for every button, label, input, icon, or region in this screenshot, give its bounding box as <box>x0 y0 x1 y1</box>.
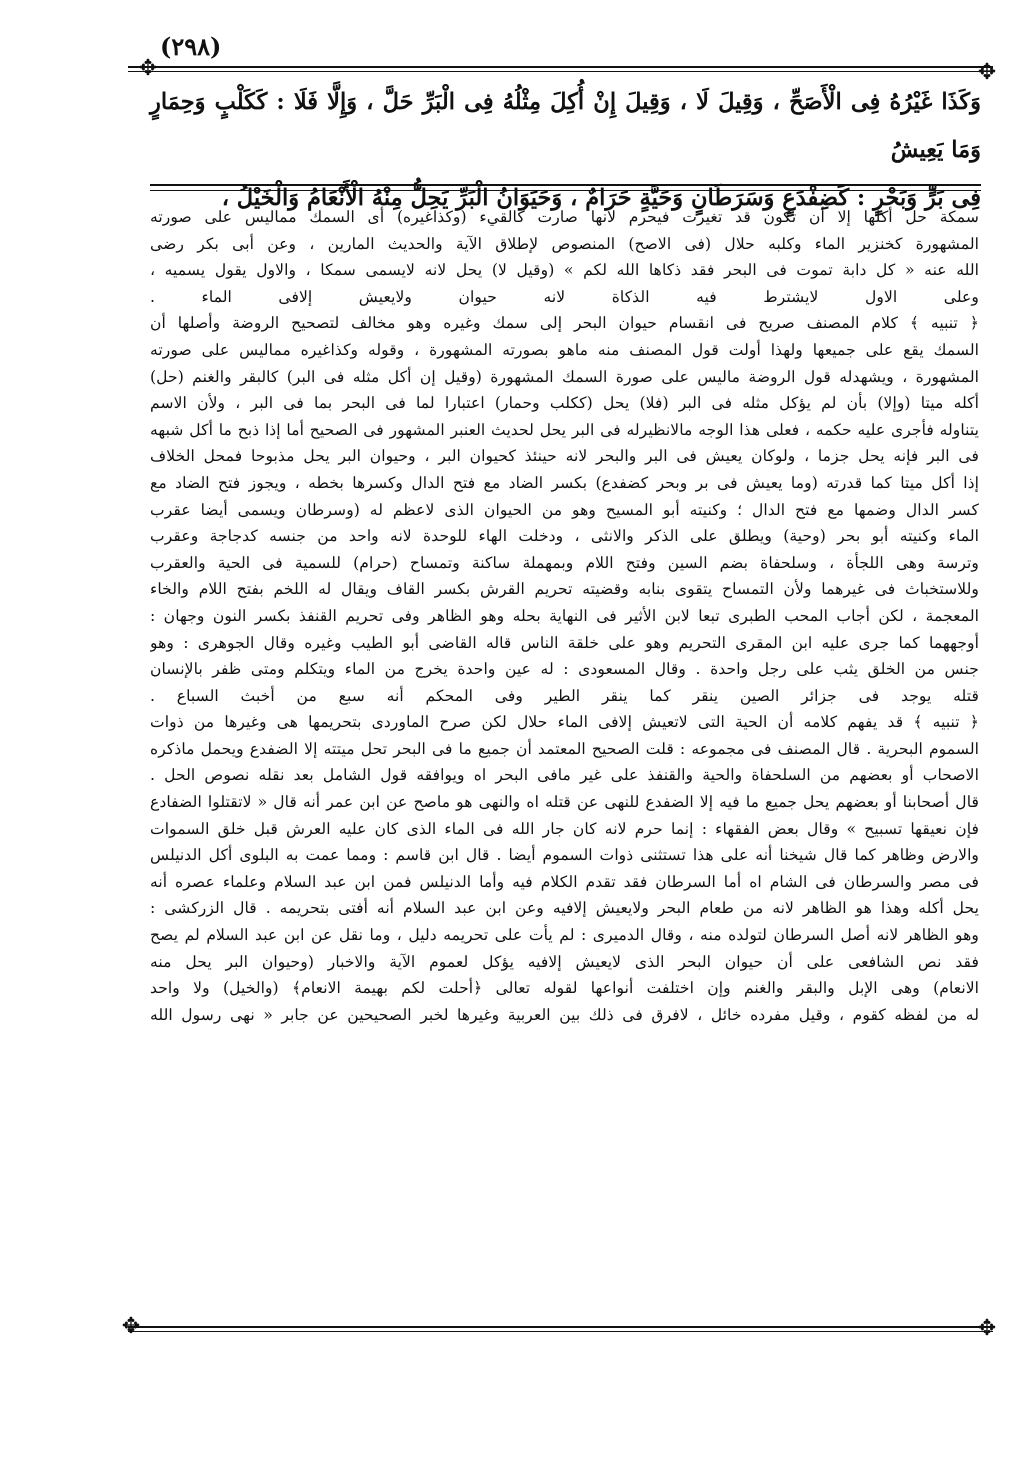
top-frame-rule <box>128 66 993 72</box>
sharh-line: السمك يقع على جميعها ولهذا أولت قول المصنف منه ماهو بصورته المشهورة ، وقوله وكذاغيره ممالیس على صورته <box>150 339 979 359</box>
sharh-line: إذا أكل ميتا كما قدرته (وما يعيش فى بر وبحر كضفدع) بكسر الضاد مع فتح الدال وكسرها بخطه ، ويجوز فتح الضاد مع <box>150 472 979 492</box>
sharh-line: المشهورة كخنزير الماء وكلبه حلال (فى الاصح) المنصوص لإطلاق الآية والحديث المارين ، وعن أبى بكر رضى <box>150 233 979 253</box>
sharh-line: وعلى الاول لايشترط فيه الذكاة لانه حيوان ولايعيش إلافى الماء . <box>150 286 979 306</box>
sharh-line: أكله ميتا (وإلا) بأن لم يؤكل مثله فى البر (فلا) يحل (ككلب وحمار) اعتبارا لما فى البحر بما فى البر ، ولأن الاسم <box>150 393 979 413</box>
sharh-line: والارض وظاهر كما قال شيخنا أنه على هذا تستثنى ذوات السموم أيضا . قال ابن قاسم : ومما عمت به البلوى أكل الدنيلس <box>150 845 979 865</box>
sharh-line: يتناوله فأجرى عليه حكمه ، فعلى هذا الوجه مالانظيرله فى البر يحل لحديث العنبر المشهور فى الصحيح أما إذا ذبح ما أكل شبهه <box>150 419 979 439</box>
corner-ornament-icon: ✥ <box>121 1314 141 1339</box>
sharh-line: فإن نعيقها تسبيح » وقال بعض الفقهاء : إنما حرم لانه كان جار الله فى الماء الذى كان عليه العرش قبل خلق السموات <box>150 818 979 838</box>
sharh-line: سمكة حل أكلها إلا أن تكون قد تغيرت فيحرم لانها صارت كالقيء (وكذاغيره) أى السمك ممالیس على صورته <box>150 207 979 226</box>
sharh-line: الماء وكنيته أبو بحر (وحية) ويطلق على الذكر والانثى ، ودخلت الهاء للوحدة لانه واحد من جنسه كدجاجة وعقرب <box>150 526 979 546</box>
sharh-line: يحل أكله وهذا هو الظاهر لانه من طعام البحر ولايعيش إلافيه وعن ابن عبد السلام أنه أفتى بتحريمه . قال الزركشى : <box>150 898 979 918</box>
sharh-line: وهو الظاهر لانه أصل السرطان لتولده منه ، وقال الدميرى : لم يأت على تحريمه دليل ، وما نقل عن ابن عبد السلام لم يصح <box>150 925 979 945</box>
bottom-frame-rule <box>128 1326 993 1332</box>
corner-ornament-icon: ✥ <box>977 1316 997 1341</box>
sharh-line: الاصحاب أو بعضهم من السلحفاة والحية والقنفذ على غير مافى البحر اه ويوافقه قول الشامل بعد نقله نصوص الحل . <box>150 765 979 785</box>
sharh-line: وترسة وهى اللجأة ، وسلحفاة بضم السين وفتح اللام وبمهملة ساكنة وتمساح (حرام) للسمية فى الحية والعقرب <box>150 552 979 572</box>
sharh-line: وللاستخباث فى غيرهما ولأن التمساح يتقوى بنابه وقضيته تحريم القرش بكسر القاف ويقال له اللخم بفتح اللام والخاء <box>150 579 979 599</box>
corner-ornament-icon: ✥ <box>977 60 997 85</box>
sharh-line: أوجههما كما جرى عليه ابن المقرى التحريم وهو على خلقة الناس قاله القاضى أبو الطيب وغيره وقال الجوهرى : وهو <box>150 632 979 652</box>
matn-line: فِى بَرٍّ وَبَحْرٍ : كَضِفْدَعٍ وَسَرَطَانٍ وَحَيَّةٍ حَرَامٌ ، وَحَيَوَانُ الْبَرِّ يَحِلُّ مِنْهُ الْأَنْعَامُ وَالْخَيْلُ ، <box>221 185 981 211</box>
sharh-line: المشهورة ، ويشهدله قول الروضة مالیس على صورة السمك المشهورة (وقيل إن أكل مثله فى البر) كالبقر والغنم (حل) <box>150 366 979 386</box>
sharh-line: ﴿ تنبيه ﴾ كلام المصنف صريح فى انقسام حيوان البحر إلى سمك وغيره وهو مخالف لتصحيح الروضة وأصلها أن <box>150 313 979 333</box>
sharh-line: فى البر فإنه يحل جزما ، ولوكان يعيش فى البر والبحر لانه حينئذ كحيوان البر ، وحيوان البر يحل مذبوحا فمحل الخلاف <box>150 446 979 466</box>
sharh-line: قتله يوجد فى جزائر الصين ينقر كما ينقر الطير وفى المحكم أنه سبع من أخبث السباع . <box>150 685 979 705</box>
page-number: (٢٩٨) <box>160 32 222 61</box>
sharh-line: فقد نص الشافعى على أن حيوان البحر الذى لايعيش إلافيه يؤكل لعموم الآية والاخبار (وحيوان البر يحل منه <box>150 951 979 971</box>
sharh-line: الانعام) وهى الإبل والبقر والغنم وإن اختلفت أنواعها لقوله تعالى ﴿أحلت لكم بهيمة الانعام﴾ (والخيل) ولا واحد <box>150 978 979 998</box>
sharh-line: ﴿ تنبيه ﴾ قد يفهم كلامه أن الحية التى لاتعيش إلافى الماء حلال لكن صرح الماوردى بتحريمها هى وغيرها من ذوات <box>150 712 979 732</box>
corner-ornament-icon: ✥ <box>138 56 158 81</box>
sharh-line: له من لفظه كقوم ، وقيل مفرده خائل ، لافرق فى ذلك بين العربية وغيرها لخبر الصحيحين عن جابر « نهى رسول الله <box>150 1004 979 1024</box>
sharh-line: قال أصحابنا أو بعضهم يحل جميع ما فيه إلا الضفدع للنهى عن قتله اه والنهى هو ماصح عن ابن عمر أنه قال « لاتقتلوا الضفادع <box>150 792 979 812</box>
sharh-line: السموم البحرية . قال المصنف فى مجموعه : قلت الصحيح المعتمد أن جميع ما فى البحر تحل ميتته إلا الضفدع ويحمل ماذكره <box>150 738 979 758</box>
matn-sharh-separator <box>150 184 981 191</box>
sharh-line: كسر الدال وضمها مع فتح الدال ؛ وكنيته أبو المسيح وهو من الحيوان الذى لاعظم له (وسرطان ويسمى أيضا عقرب <box>150 499 979 519</box>
sharh-line: المعجمة ، لكن أجاب المحب الطبرى تبعا لابن الأثير فى النهاية بحله وهو الظاهر وفى تحريم القنفذ بكسر النون وجهان : <box>150 605 979 625</box>
matn-text-block <box>150 78 981 222</box>
sharh-line: فى مصر والسرطان فى الشام اه أما السرطان فقد تقدم الكلام فيه وأما الدنيلس فمن ابن عبد السلام وعلماء عصره أنه <box>150 871 979 891</box>
sharh-line: الله عنه « كل دابة تموت فى البحر فقد ذكاها الله لكم » (وقيل لا) يحل لانه لايسمى سمكا ، والاول يقول يسميه ، <box>150 260 979 280</box>
sharh-commentary-block <box>150 204 979 1028</box>
sharh-line: جنس من الخلق يثب على رجل واحدة . وقال المسعودى : له عين واحدة يخرج من الماء ويتكلم ومتى ظفر بالإنسان <box>150 659 979 679</box>
matn-line: وَكَذَا غَيْرُهُ فِى الْأَصَحِّ ، وَقِيلَ لَا ، وَقِيلَ إِنْ أُكِلَ مِثْلُهُ فِى الْبَرِّ حَلَّ ، وَإِلَّا فَلَا : كَكَلْبٍ وَحِمَارٍ وَمَا يَعِيشُ <box>150 89 981 163</box>
